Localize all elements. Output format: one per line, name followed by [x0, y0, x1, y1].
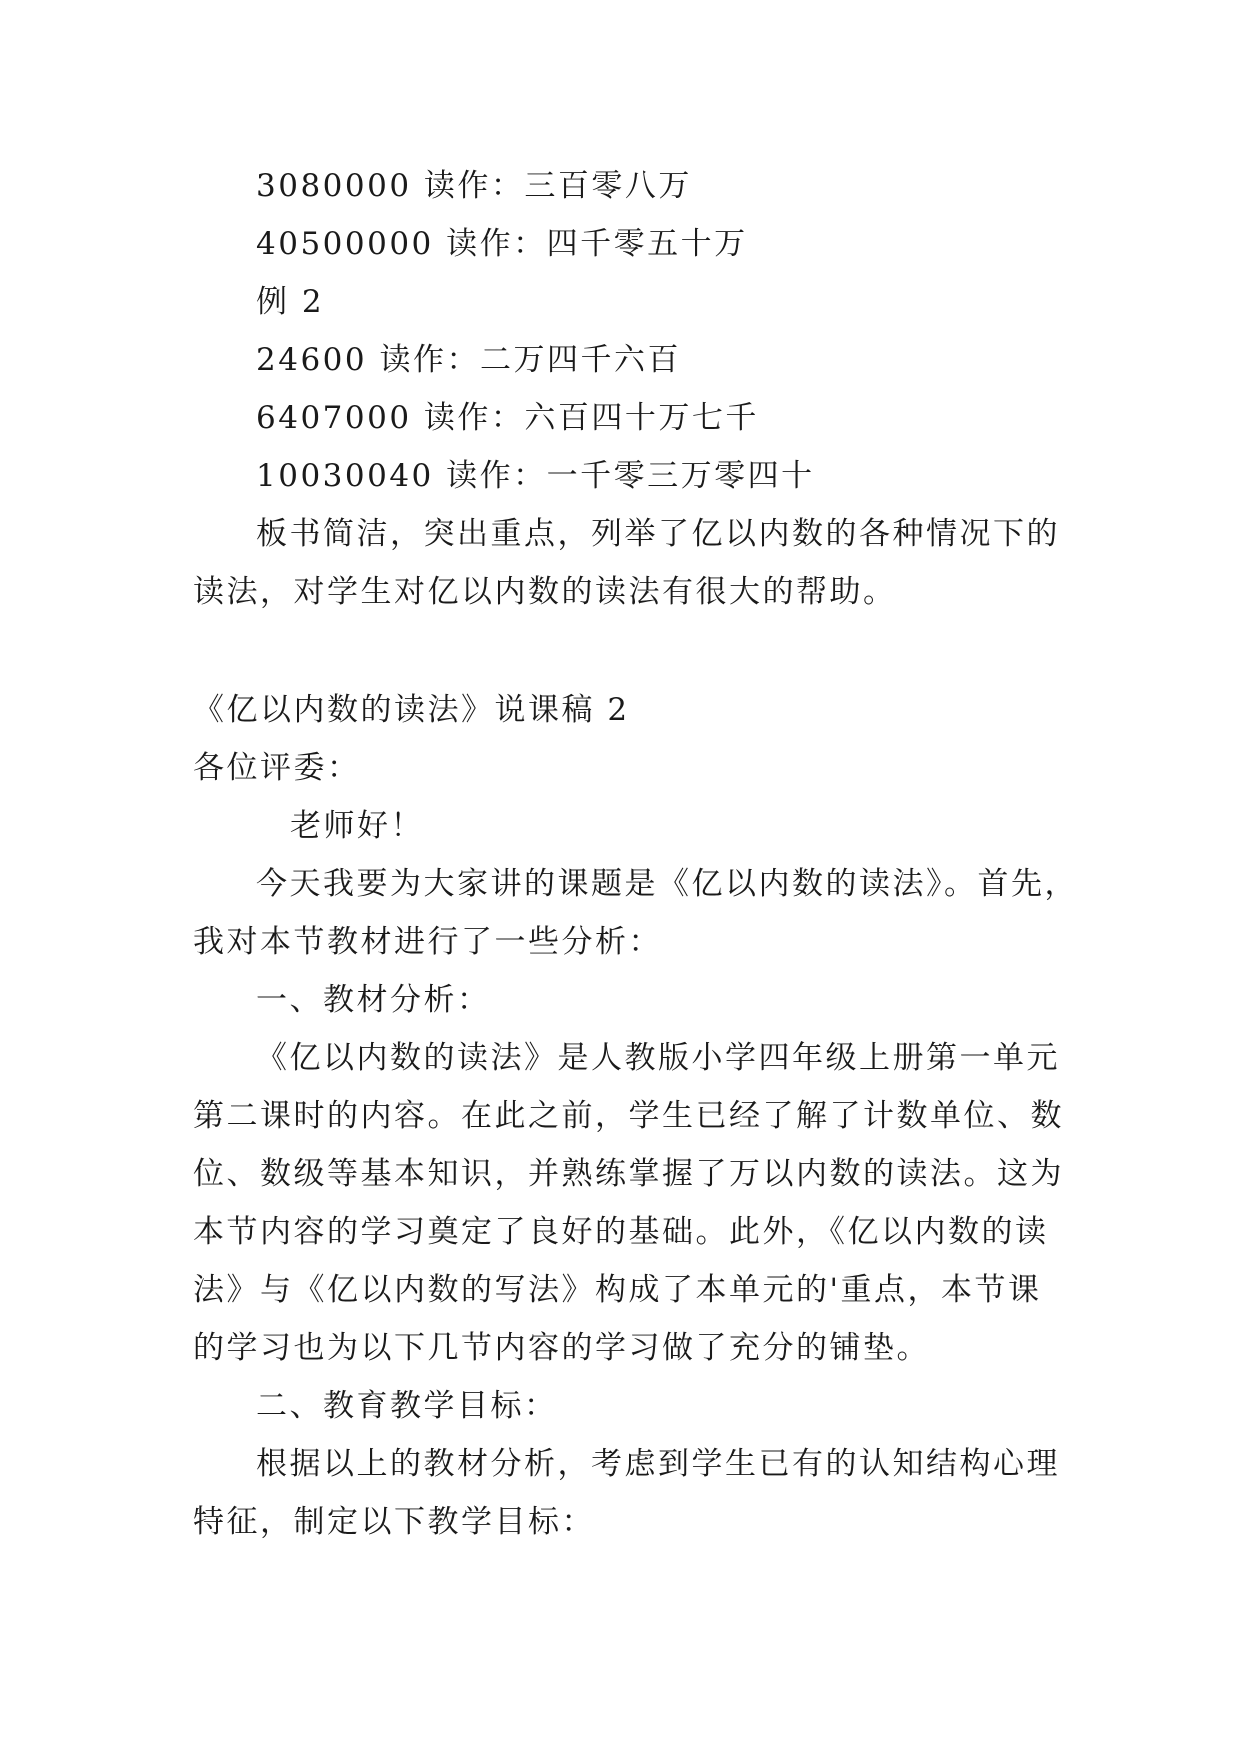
- example-line-4: 6407000 读作：六百四十万七千: [256, 400, 759, 436]
- analysis-line-1: 《亿以内数的读法》是人教版小学四年级上册第一单元: [256, 1040, 1060, 1076]
- example-line-1: 3080000 读作：三百零八万: [256, 168, 692, 204]
- summary-line-1: 板书简洁，突出重点，列举了亿以内数的各种情况下的: [256, 516, 1060, 552]
- analysis-line-3: 位、数级等基本知识，并熟练掌握了万以内数的读法。这为: [193, 1156, 1064, 1192]
- analysis-line-4: 本节内容的学习奠定了良好的基础。此外，《亿以内数的读: [193, 1214, 1049, 1250]
- example-label: 例 2: [256, 284, 325, 320]
- greeting: 老师好！: [290, 808, 424, 844]
- example-line-2: 40500000 读作：四千零五十万: [256, 226, 748, 262]
- goals-line-1: 根据以上的教材分析，考虑到学生已有的认知结构心理: [256, 1446, 1060, 1482]
- analysis-line-6: 的学习也为以下几节内容的学习做了充分的铺垫。: [193, 1330, 930, 1366]
- analysis-line-2: 第二课时的内容。在此之前，学生已经了解了计数单位、数: [193, 1098, 1064, 1134]
- section-title: 《亿以内数的读法》说课稿 2: [193, 692, 630, 728]
- intro-line-1: 今天我要为大家讲的课题是《亿以内数的读法》。首先，: [256, 866, 1078, 902]
- intro-line-2: 我对本节教材进行了一些分析：: [193, 924, 662, 960]
- heading-teaching-goals: 二、教育教学目标：: [256, 1388, 558, 1424]
- example-line-5: 10030040 读作：一千零三万零四十: [256, 458, 815, 494]
- analysis-line-5: 法》与《亿以内数的写法》构成了本单元的'重点，本节课: [193, 1272, 1042, 1308]
- salutation: 各位评委：: [193, 750, 361, 786]
- summary-line-2: 读法，对学生对亿以内数的读法有很大的帮助。: [193, 574, 897, 610]
- goals-line-2: 特征，制定以下教学目标：: [193, 1504, 595, 1540]
- example-line-3: 24600 读作：二万四千六百: [256, 342, 681, 378]
- heading-teaching-analysis: 一、教材分析：: [256, 982, 491, 1018]
